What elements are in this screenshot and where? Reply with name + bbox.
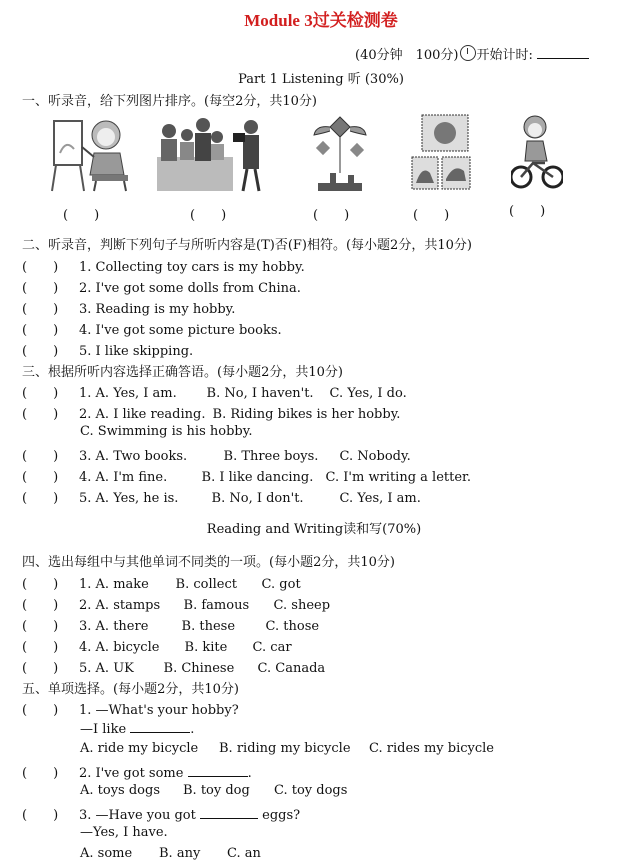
option-a: A. Yes, he is. (95, 491, 179, 506)
page-title: Module 3过关检测卷 (244, 11, 398, 30)
answer-blank[interactable]: ( ) (22, 386, 59, 401)
question-row (22, 573, 301, 592)
question-row (22, 319, 282, 338)
question-number: 3. (79, 619, 92, 634)
fill-blank[interactable] (130, 720, 190, 733)
option-c: C. I'm writing a letter. (325, 470, 471, 485)
answer-blank[interactable]: ( ) (22, 598, 59, 613)
question-text: 5. I like skipping. (79, 344, 194, 359)
question-text: 1. Collecting toy cars is my hobby. (79, 260, 305, 275)
answer-blank[interactable]: ( ) (22, 302, 59, 317)
answer-blank[interactable]: ( ) (22, 640, 59, 655)
option-c: C. sheep (273, 598, 331, 613)
question-row (22, 340, 193, 359)
option-a: A. stamps (95, 598, 161, 613)
question-row (22, 256, 305, 275)
answer-blank[interactable]: ( ) (190, 208, 227, 223)
option-c: C. Canada (257, 661, 326, 676)
answer-blank[interactable]: ( ) (22, 766, 59, 781)
start-time-blank[interactable] (537, 46, 589, 59)
exam-time: (40分钟 100分) (355, 48, 459, 63)
question-row (22, 594, 330, 613)
question-number: 5. (79, 491, 92, 506)
question-number: 3. (79, 449, 92, 464)
option-b: B. No, I don't. (211, 491, 304, 506)
question-number: 2. (79, 598, 92, 613)
answer-blank[interactable]: ( ) (509, 204, 546, 219)
option-b: B. collect (175, 577, 237, 592)
option-c: C. Swimming is his hobby. (80, 424, 253, 439)
question-number: 1. (79, 386, 92, 401)
option-c: C. Yes, I am. (339, 491, 421, 506)
answer-blank[interactable]: ( ) (22, 619, 59, 634)
question-text: 2. I've got some dolls from China. (79, 281, 301, 296)
fill-blank[interactable] (188, 764, 248, 777)
question-number: 2. (79, 407, 92, 422)
answer-blank[interactable]: ( ) (22, 407, 59, 422)
option-c: C. rides my bicycle (369, 741, 494, 756)
stamps-image (410, 113, 472, 193)
option-b: B. Three boys. (223, 449, 319, 464)
question-text: —Yes, I have. (80, 825, 168, 840)
options-row (80, 783, 347, 798)
option-a: A. UK (95, 661, 134, 676)
option-c: C. got (261, 577, 301, 592)
question-number: 1. (79, 577, 92, 592)
option-b: B. these (181, 619, 236, 634)
answer-blank[interactable]: ( ) (22, 260, 59, 275)
answer-blank[interactable]: ( ) (22, 344, 59, 359)
option-b: B. I like dancing. (201, 470, 314, 485)
option-b: B. famous (183, 598, 250, 613)
option-c: C. Yes, I do. (329, 386, 407, 401)
answer-blank[interactable]: ( ) (22, 808, 59, 823)
answer-blank[interactable]: ( ) (22, 577, 59, 592)
option-a: A. I'm fine. (95, 470, 168, 485)
answer-blank[interactable]: ( ) (22, 703, 59, 718)
question-row (22, 636, 292, 655)
answer-blank[interactable]: ( ) (313, 208, 350, 223)
option-a: A. some (80, 846, 133, 861)
exam-meta (355, 44, 589, 63)
question-row (22, 657, 325, 676)
option-c: C. an (227, 846, 261, 861)
start-label: 开始计时: (476, 48, 533, 63)
option-b: B. toy dog (183, 783, 250, 798)
section3-heading: 三、根据所听内容选择正确答语。(每小题2分，共10分) (22, 365, 343, 380)
section1-heading: 一、听录音，给下列图片排序。(每空2分，共10分) (22, 94, 317, 109)
question-row (22, 298, 235, 317)
option-a: A. I like reading. (95, 407, 206, 422)
question-text: 2. I've got some (79, 766, 184, 781)
answer-blank[interactable]: ( ) (413, 208, 450, 223)
option-a: A. there (95, 619, 149, 634)
answer-blank[interactable]: ( ) (63, 208, 100, 223)
option-b: B. Chinese (163, 661, 235, 676)
question-text: 4. I've got some picture books. (79, 323, 282, 338)
part1-heading: Part 1 Listening 听 (30%) (238, 72, 404, 87)
option-a: A. toys dogs (80, 783, 160, 798)
section5-heading: 五、单项选择。(每小题2分，共10分) (22, 682, 239, 697)
answer-blank[interactable]: ( ) (22, 323, 59, 338)
option-a: A. ride my bicycle (80, 741, 199, 756)
question-row (22, 382, 407, 401)
option-b: B. riding my bicycle (219, 741, 351, 756)
section2-heading: 二、听录音，判断下列句子与所听内容是(T)否(F)相符。(每小题2分，共10分) (22, 238, 472, 253)
clock-icon (460, 45, 476, 61)
kites-image (312, 113, 368, 193)
question-row: ( ) 2. I've got some . (22, 762, 252, 781)
option-c: C. those (265, 619, 320, 634)
question-row (22, 445, 411, 464)
option-b: B. Riding bikes is her hobby. (212, 407, 401, 422)
section4-heading: 四、选出每组中与其他单词不同类的一项。(每小题2分，共10分) (22, 555, 395, 570)
option-c: C. toy dogs (274, 783, 348, 798)
question-row (22, 699, 239, 718)
question-number: 4. (79, 640, 92, 655)
option-c: C. Nobody. (339, 449, 411, 464)
question-row (22, 487, 421, 506)
option-a: A. Two books. (95, 449, 188, 464)
question-row (22, 615, 319, 634)
question-row (22, 466, 471, 485)
option-a: A. bicycle (95, 640, 160, 655)
question-number: 4. (79, 470, 92, 485)
question-row (22, 277, 301, 296)
option-a: A. Yes, I am. (95, 386, 177, 401)
boy-riding-bicycle-image (511, 113, 563, 193)
question-text: —I like . (80, 722, 195, 737)
question-row (22, 403, 400, 422)
question-text-part: —I like (80, 722, 127, 737)
option-b: B. No, I haven't. (206, 386, 314, 401)
option-b: B. kite (184, 640, 228, 655)
options-row (80, 846, 261, 861)
family-photo-image (155, 113, 273, 193)
options-row (80, 741, 494, 756)
answer-blank[interactable]: ( ) (22, 661, 59, 676)
option-a: A. make (95, 577, 149, 592)
option-b: B. any (159, 846, 201, 861)
question-number: 5. (79, 661, 92, 676)
question-row (22, 804, 300, 823)
answer-blank[interactable]: ( ) (22, 470, 59, 485)
fill-blank[interactable] (200, 806, 258, 819)
option-c: C. car (252, 640, 292, 655)
question-text: 1. —What's your hobby? (79, 703, 239, 718)
question-text: 3. Reading is my hobby. (79, 302, 236, 317)
answer-blank[interactable]: ( ) (22, 281, 59, 296)
part2-heading: Reading and Writing读和写(70%) (206, 522, 422, 537)
answer-blank[interactable]: ( ) (22, 449, 59, 464)
answer-blank[interactable]: ( ) (22, 491, 59, 506)
girl-painting-image (48, 113, 130, 193)
question-text-end: eggs? (262, 808, 301, 823)
question-text: 3. —Have you got (79, 808, 196, 823)
